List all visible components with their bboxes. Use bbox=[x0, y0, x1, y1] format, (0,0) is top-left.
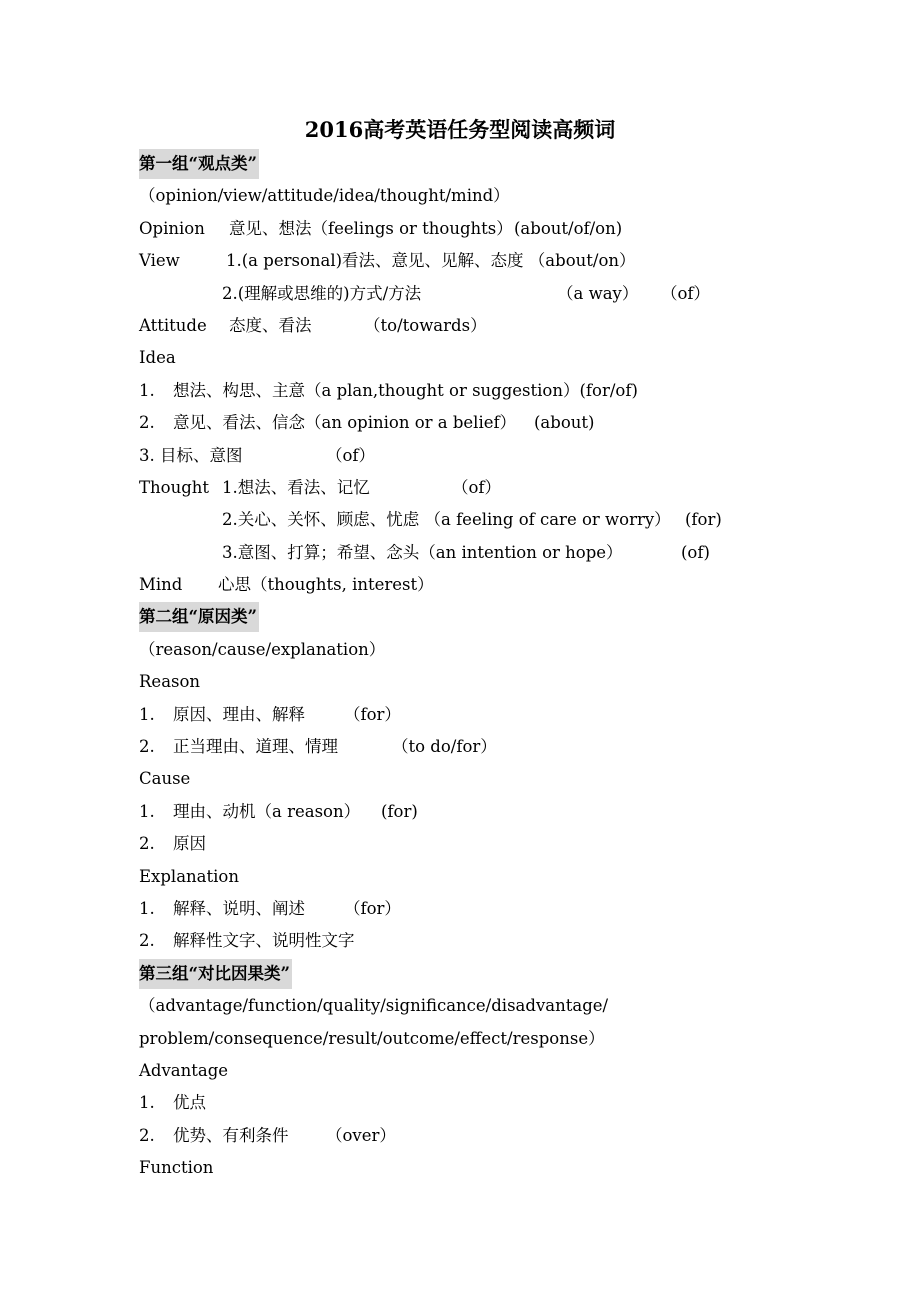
group1-heading: 第一组“观点类” bbox=[139, 149, 259, 179]
meaning: 3. 目标、意图 bbox=[139, 445, 243, 465]
entry-mind bbox=[139, 569, 859, 601]
meaning: 2.(理解或思维的)方式/方法 bbox=[222, 283, 422, 303]
meaning: 理由、动机（a reason） bbox=[173, 801, 361, 821]
sense-number: 2. bbox=[139, 737, 155, 757]
sense-line bbox=[139, 893, 859, 925]
preposition: (about) bbox=[534, 413, 595, 433]
sense-number: 1. bbox=[139, 380, 155, 400]
preposition: (about/of/on) bbox=[514, 218, 623, 238]
preposition: （for） bbox=[344, 704, 401, 724]
sense-line bbox=[139, 925, 859, 957]
sense-line bbox=[139, 699, 859, 731]
preposition: （of） bbox=[326, 445, 376, 465]
meaning: 想法、构思、主意（a plan,thought or suggestion）(for/of) bbox=[173, 380, 638, 400]
sense-number: 2. bbox=[139, 413, 155, 433]
meaning: 优势、有利条件 bbox=[173, 1125, 289, 1145]
group-heading bbox=[139, 148, 859, 180]
meaning: 1.(a personal)看法、意见、见解、态度 （about/on） bbox=[226, 251, 636, 271]
meaning: 意见、想法（feelings or thoughts） bbox=[229, 218, 513, 238]
sense-number: 1. bbox=[139, 704, 155, 724]
entry-advantage: Advantage bbox=[139, 1060, 229, 1080]
sense-line bbox=[139, 504, 859, 536]
meaning: 解释性文字、说明性文字 bbox=[173, 931, 355, 951]
entry-view-sense2 bbox=[139, 278, 859, 310]
preposition: (of) bbox=[681, 542, 710, 562]
meaning: 3.意图、打算；希望、念头（an intention or hope） bbox=[222, 542, 623, 562]
sense-number: 1. bbox=[139, 898, 155, 918]
group3-heading: 第三组“对比因果类” bbox=[139, 959, 292, 989]
meaning: 解释、说明、阐述 bbox=[173, 898, 305, 918]
meaning: 优点 bbox=[173, 1093, 206, 1113]
sense-line bbox=[139, 375, 859, 407]
entry-explanation: Explanation bbox=[139, 866, 239, 886]
preposition: （for） bbox=[344, 898, 401, 918]
entry-attitude bbox=[139, 310, 859, 342]
meaning: 态度、看法 bbox=[229, 315, 312, 335]
group2-word-list: （reason/cause/explanation） bbox=[139, 639, 386, 659]
entry-reason: Reason bbox=[139, 672, 201, 692]
group3-word-list-line1: （advantage/function/quality/significance/disadvantage/ bbox=[139, 996, 609, 1016]
sense-number: 2. bbox=[139, 931, 155, 951]
sense-line bbox=[139, 1120, 859, 1152]
entry-cause: Cause bbox=[139, 769, 191, 789]
sense-number: 1. bbox=[139, 1093, 155, 1113]
entry-function: Function bbox=[139, 1158, 214, 1178]
sense-line bbox=[139, 731, 859, 763]
headword: Opinion bbox=[139, 218, 205, 238]
preposition: （of） bbox=[452, 477, 502, 497]
meaning: 1.想法、看法、记忆 bbox=[222, 477, 370, 497]
sense-line bbox=[139, 537, 859, 569]
group3-word-list-line2: problem/consequence/result/outcome/effect/response） bbox=[139, 1028, 605, 1048]
headword: Thought bbox=[139, 477, 210, 497]
meaning: 意见、看法、信念（an opinion or a belief） bbox=[173, 413, 517, 433]
meaning: 原因、理由、解释 bbox=[173, 704, 305, 724]
sense-line bbox=[139, 1087, 859, 1119]
group1-word-list: （opinion/view/attitude/idea/thought/mind） bbox=[139, 186, 510, 206]
preposition: (for) bbox=[381, 801, 418, 821]
preposition: （to do/for） bbox=[392, 737, 497, 757]
entry-idea: Idea bbox=[139, 348, 176, 368]
entry-thought bbox=[139, 472, 859, 504]
preposition: （to/towards） bbox=[364, 315, 487, 335]
meaning: 正当理由、道理、情理 bbox=[173, 737, 338, 757]
meaning: 心思（thoughts, interest） bbox=[218, 575, 434, 595]
meaning: 2.关心、关怀、顾虑、忧虑 （a feeling of care or worry） bbox=[222, 510, 671, 530]
sense-number: 1. bbox=[139, 801, 155, 821]
headword: Mind bbox=[139, 575, 183, 595]
sense-number: 2. bbox=[139, 834, 155, 854]
gloss: （a way） bbox=[557, 283, 639, 303]
document-body bbox=[139, 148, 859, 1185]
preposition: (for) bbox=[685, 510, 722, 530]
headword: Attitude bbox=[139, 315, 207, 335]
sense-number: 2. bbox=[139, 1125, 155, 1145]
sense-line bbox=[139, 440, 859, 472]
meaning: 原因 bbox=[173, 834, 206, 854]
page-title: 2016高考英语任务型阅读高频词 bbox=[304, 117, 616, 142]
headword: View bbox=[139, 251, 180, 271]
sense-line bbox=[139, 828, 859, 860]
entry-opinion bbox=[139, 213, 859, 245]
preposition: （of） bbox=[661, 283, 711, 303]
group2-heading: 第二组“原因类” bbox=[139, 602, 259, 632]
group-heading bbox=[139, 601, 859, 633]
sense-line bbox=[139, 407, 859, 439]
sense-line bbox=[139, 796, 859, 828]
group-heading bbox=[139, 958, 859, 990]
preposition: （over） bbox=[326, 1125, 396, 1145]
entry-view bbox=[139, 245, 859, 277]
